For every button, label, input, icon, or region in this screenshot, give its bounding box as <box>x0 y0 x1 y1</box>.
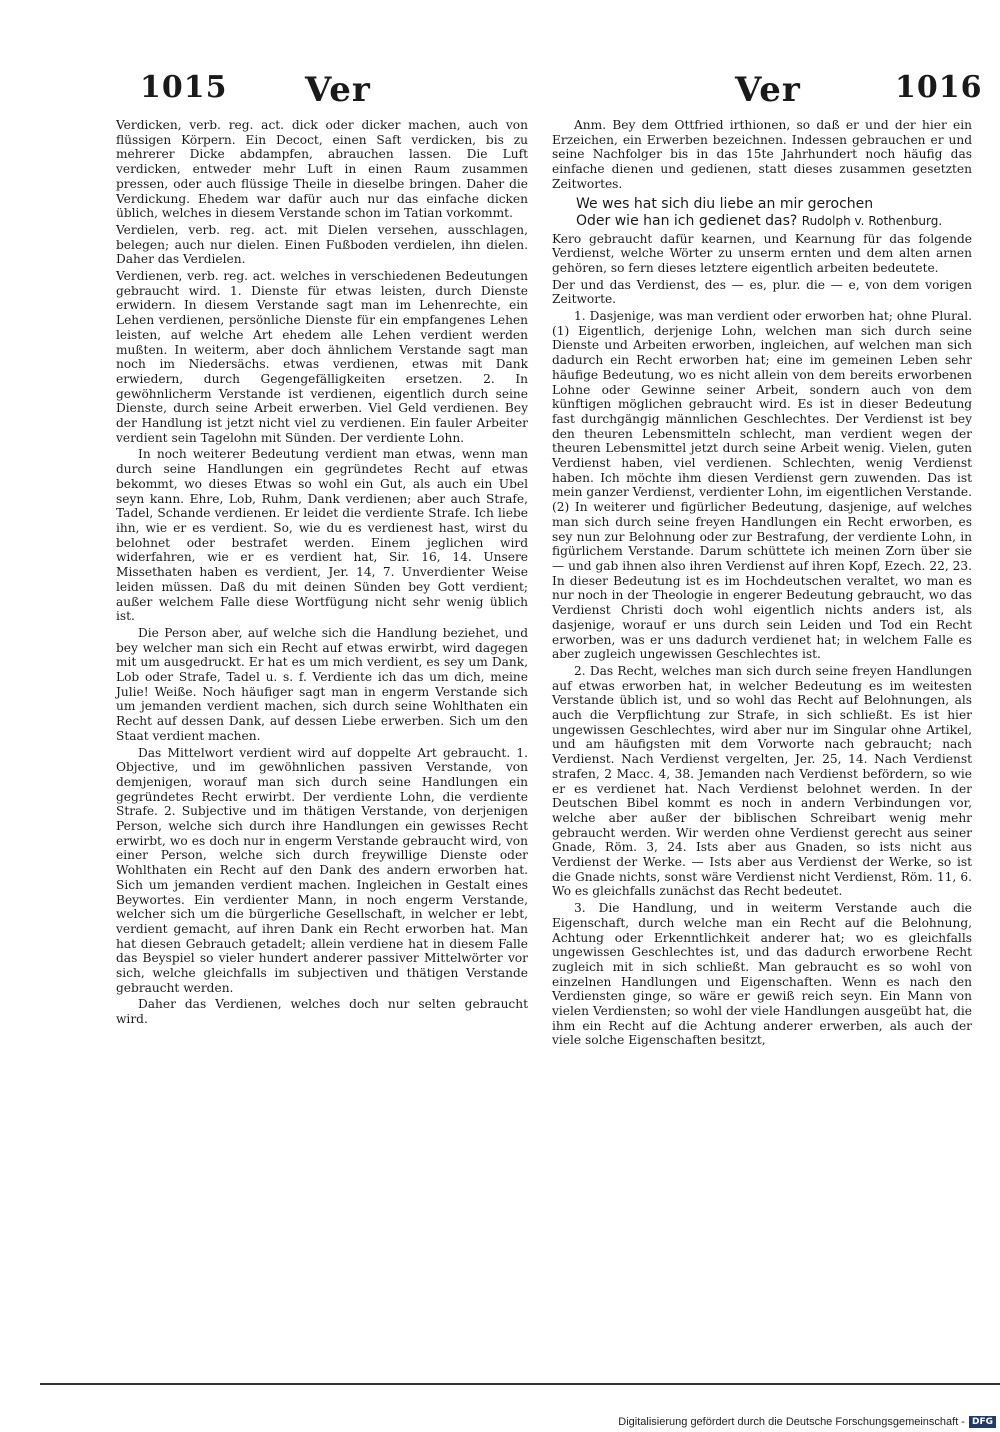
paragraph-daher: Daher das Verdienen, welches doch nur selten gebraucht wird. <box>116 997 528 1027</box>
verse-line-1: We wes hat sich diu liebe an mir gerochen <box>576 195 874 212</box>
paragraph-weitere-bedeutung: In noch weiterer Bedeutung verdient man etwas, wenn man durch seine Handlungen ein gegründetes Recht auf etwas bekommt, wo dieses Etwas so wohl ein Gut, als auch ein Ubel seyn kann. Ehre, Lob, Ruhm, Dank verdienen; aber auch Strafe, Tadel, Schande verdienen. Er leidet die verdiente Strafe. Ich liebe ihn, wie er es verdient. So, wie du es verdienest hast, wirst du belohnet oder bestrafet werden. Einem jeglichen wird widerfahren, wie er es verdient hat, Sir. 16, 14. Unsere Missethaten haben es verdient, Jer. 14, 7. Unverdienter Weise leiden müssen. Daß du mit deinen Sünden bey Gott verdient; außer welchem Falle diese Wortfügung nicht sehr wenig üblich ist. <box>116 447 528 624</box>
entry-verdielen: Verdielen, verb. reg. act. mit Dielen versehen, ausschlagen, belegen; auch nur dielen. Einen Fußboden verdielen, ihn dielen. Daher das Verdielen. <box>116 222 528 267</box>
verse-source: Rudolph v. Rothenburg. <box>801 213 943 228</box>
paragraph-sense-2: 2. Das Recht, welches man sich durch seine freyen Handlungen auf etwas erworben hat, in welcher Bedeutung es im weitesten Verstande üblich ist, und so wohl das Recht auf Belohnungen, als auch die Verpflichtung zur Strafe, in sich schließt. Es ist hier ungewissen Geschlechtes, wird aber nur im Singular ohne Artikel, und am häufigsten mit dem Vorworte nach gebraucht; nach Verdienst. Nach Verdienst vergelten, Jer. 25, 14. Nach Verdienst strafen, 2 Macc. 4, 38. Jemanden nach Verdienst befördern, so wie er es verdienet hat. Nach Verdienst belohnet werden. In der Deutschen Bibel kommt es noch in andern Verbindungen vor, welche aber außer der biblischen Schreibart wenig mehr gebraucht werden. Wir werden ohne Verdienst gerecht aus seiner Gnade, Röm. 3, 24. Ists aber aus Gnaden, so ists nicht aus Verdienst der Werke. — Ists aber aus Verdienst der Werke, so ist die Gnade nichts, sonst wäre Verdienst nicht Verdienst, Röm. 11, 6. Wo es gleichfalls zunächst das Recht bedeutet. <box>552 663 972 899</box>
dfg-logo-icon: DFG <box>969 1416 996 1428</box>
entry-verdienen: Verdienen, verb. reg. act. welches in verschiedenen Bedeutungen gebraucht wird. 1. Dienste für etwas leisten, durch Dienste erwidern. In diesem Verstande sagt man im Lehenrechte, ein Lehen verdienen, persönliche Dienste für ein empfangenes Lehen leisten, auf welche Art ehedem alle Lehen verdient werden mußten. In weiterm, aber doch ähnlichem Verstande sagt man noch im Niedersächs. etwas verdienen, etwas mit Dank erwiedern, durch Gegengefälligkeiten ersetzen. 2. In gewöhnlicherm Verstande ist verdienen, eigentlich durch seine Dienste, durch seine Arbeit erwerben. Viel Geld verdienen. Bey der Handlung ist jetzt nicht viel zu verdienen. Ein fauler Arbeiter verdient sein Tagelohn mit Sünden. Der verdiente Lohn. <box>116 269 528 445</box>
left-column <box>116 118 528 1029</box>
bottom-rule <box>40 1383 1000 1385</box>
header-word-right: Ver <box>735 70 801 110</box>
verse-quote <box>576 196 972 230</box>
entry-verdienst: Der und das Verdienst, des — es, plur. die — e, von dem vorigen Zeitworte. <box>552 277 972 307</box>
paragraph-anmerkung: Anm. Bey dem Ottfried irthionen, so daß er und der hier ein Erzeichen, ein Erwerben bezeichnen. Indessen gebrauchen er und seine Nachfolger bis in das 15te Jahrhundert noch häufig das einfache dienen und gedienen, statt dieses zusammen gesetzten Zeitwortes. <box>552 118 972 191</box>
page-number-left: 1015 <box>140 70 228 105</box>
header-word-left: Ver <box>305 70 371 110</box>
entry-verdicken: Verdicken, verb. reg. act. dick oder dicker machen, auch von flüssigen Körpern. Ein Decoct, einen Saft verdicken, bis zu mehrerer Dicke abdampfen, abrauchen lassen. Die Luft verdicken, entweder mehr Luft in einen Raum zusammen pressen, oder auch flüssige Theile in dieselbe bringen. Daher die Verdickung. Ehedem war dafür auch nur das einfache dicken üblich, welches in diesem Verstande schon im Tatian vorkommt. <box>116 118 528 221</box>
paragraph-sense-1: 1. Dasjenige, was man verdient oder erworben hat; ohne Plural. (1) Eigentlich, derjenige Lohn, welchen man sich durch seine Dienste und Arbeiten erworben, ingleichen, auf welchen man sich dadurch ein Recht erworben hat; eine im gemeinen Leben sehr häufige Bedeutung, wo es nicht allein von dem bereits erworbenen Lohne oder Gewinne seiner Arbeit, sondern auch von dem künftigen möglichen gebraucht wird. Es ist in dieser Bedeutung fast durchgängig männlichen Geschlechtes. Der Verdienst ist bey den theuren Lebensmitteln schlecht, man verdient wegen der theuren Lebensmittel jetzt durch seine Arbeit wenig. Vielen, guten Verdienst haben, viel verdienen. Schlechten, wenig Verdienst haben. Ich möchte ihm diesen Verdienst gern zuwenden. Das ist mein ganzer Verdienst, verdienter Lohn, im eigentlichen Verstande. (2) In weiterer und figürlicher Bedeutung, dasjenige, auf welches man sich durch seine freyen Handlungen ein Recht erworben, es sey nun zur Belohnung oder zur Bestrafung, der verdiente Lohn, in figürlichem Verstande. Darum schüttete ich meinen Zorn über sie — und gab ihnen also ihren Verdienst auf ihren Kopf, Ezech. 22, 23. In dieser Bedeutung ist es im Hochdeutschen veraltet, wo man es nur noch in der Theologie in engerer Bedeutung gebraucht, wo das Verdienst Christi doch wohl eigentlich nichts anders ist, als dasjenige, worauf er uns durch sein Leiden und Tod ein Recht erworben, was er uns dadurch verdienet hat; in welchem Falle es aber zugleich ungewissen Geschlechtes ist. <box>552 309 972 662</box>
paragraph-kero: Kero gebraucht dafür kearnen, und Kearnung für das folgende Verdienst, welche Wörter zu unserm ernten und dem alten arnen gehören, so fern dieses letztere eigentlich arbeiten bedeutete. <box>552 231 972 275</box>
footer-credit <box>618 1416 996 1428</box>
paragraph-sense-3: 3. Die Handlung, und in weiterm Verstande auch die Eigenschaft, durch welche man ein Recht auf die Belohnung, Achtung oder Erkenntlichkeit anderer hat; wo es gleichfalls ungewissen Geschlechtes ist, und das dadurch erworbene Recht zugleich mit in sich schließt. Man gebraucht es so wohl von einzelnen Handlungen und Eigenschaften. Wenn es nach den Verdiensten ginge, so wäre er gewiß reich seyn. Ein Mann von vielen Verdiensten; so wohl der viele Handlungen ausgeübt hat, die ihm ein Recht auf die Achtung anderer erwerben, als auch der viele solche Eigenschaften besitzt, <box>552 901 972 1048</box>
right-column <box>552 118 972 1050</box>
verse-line-2: Oder wie han ich gedienet das? <box>576 212 798 229</box>
paragraph-person: Die Person aber, auf welche sich die Handlung beziehet, und bey welcher man sich ein Recht auf etwas erwirbt, wird dagegen mit um ausgedruckt. Er hat es um mich verdient, es sey um Dank, Lob oder Strafe, Tadel u. s. f. Verdiente ich das um dich, meine Julie! Weiße. Noch häufiger sagt man in engerm Verstande sich um jemanden verdient machen, sich durch seine Wohlthaten ein Recht auf dessen Dank, auf dessen Liebe erwerben. Sich um den Staat verdient machen. <box>116 625 528 743</box>
page-number-right: 1016 <box>895 70 983 105</box>
verse-line-2-wrap <box>576 213 972 230</box>
paragraph-mittelwort: Das Mittelwort verdient wird auf doppelte Art gebraucht. 1. Objective, und im gewöhnlichen passiven Verstande, von demjenigen, worauf man sich durch seine Handlungen ein gegründetes Recht erwirbt. Der verdiente Lohn, die verdiente Strafe. 2. Subjective und im thätigen Verstande, von derjenigen Person, welche sich durch ihre Handlungen ein gewisses Recht erwirbt, wo es doch nur in engerm Verstande gebraucht wird, von einer Person, welche sich durch freywillige Dienste oder Wohlthaten ein Recht auf den Dank des andern erworben hat. Sich um jemanden verdient machen. Ingleichen in Gestalt eines Beywortes. Ein verdienter Mann, in noch engerm Verstande, welcher sich um die bürgerliche Gesellschaft, in welcher er lebt, verdient gemacht, auf ihren Dank ein Recht erworben hat. Man hat diesen Gebrauch getadelt; allein verdiene hat in diesem Falle das Beyspiel so vieler hundert anderer passiver Mittelwörter vor sich, welche gleichfalls im subjectiven und thätigen Verstande gebraucht werden. <box>116 745 528 995</box>
footer-text: Digitalisierung gefördert durch die Deutsche Forschungsgemeinschaft - <box>618 1416 965 1428</box>
